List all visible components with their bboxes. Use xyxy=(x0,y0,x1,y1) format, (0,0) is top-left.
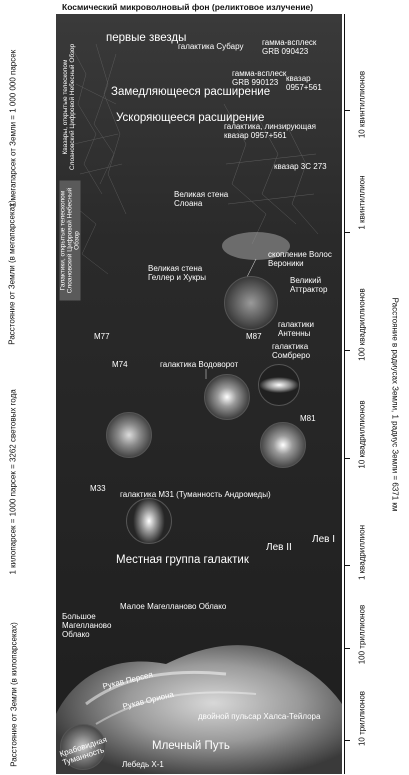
smc-label: Большое Магелланово Облако xyxy=(62,612,112,639)
lmc-label: Малое Магелланово Облако xyxy=(120,602,227,611)
right-tick xyxy=(344,458,350,459)
galaxy-inset-m81 xyxy=(260,422,306,468)
great-attractor-label: Великий Аттрактор xyxy=(290,276,328,294)
leo2-label: Лев II xyxy=(266,542,292,553)
right-tick xyxy=(344,350,350,351)
galaxy-inset-coma xyxy=(224,276,278,330)
right-tick-label: 100 триллионов xyxy=(357,604,367,665)
m77-label: M77 xyxy=(94,332,110,341)
m81-label: M81 xyxy=(300,414,316,423)
leo1-label: Лев I xyxy=(312,534,335,545)
orion-label: Рукав Ориона xyxy=(121,689,175,712)
left-scale-middle: Расстояние от Земли (в мегапарсеках) xyxy=(7,200,17,345)
m74-label: M74 xyxy=(112,360,128,369)
cyg-label: Лебедь X-1 xyxy=(122,760,164,769)
m87-label: M87 xyxy=(246,332,262,341)
galaxy-inset-whirlpool xyxy=(204,374,250,420)
quasar-3c273-label: квазар 3C 273 xyxy=(274,162,327,171)
sloan-wall-label: Великая стена Слоана xyxy=(174,190,229,208)
galaxy-inset-sombrero xyxy=(258,364,300,406)
milky-way-label: Млечный Путь xyxy=(152,740,230,752)
right-scale-units: Расстояние в радиусах Земли, 1 радиус Земли = 6371 км xyxy=(390,297,400,512)
left-scale-lower: 1 килопарсек = 1000 парсек = 3262 световых года xyxy=(8,389,18,575)
right-tick xyxy=(344,565,350,566)
subaru-label: галактика Субару xyxy=(178,42,244,51)
galaxy-inset-m31 xyxy=(126,498,172,544)
right-tick-label: 1 квадриллион xyxy=(357,524,367,581)
right-tick-label: 100 квадриллионов xyxy=(357,288,367,361)
grb-990123-label: гамма-всплеск GRB 990123 xyxy=(232,69,287,87)
left-scale-upper: 1 мегапарсек от Земли = 1 000 000 парсек xyxy=(8,49,18,208)
map-panel xyxy=(56,14,342,774)
antennae-label: галактики Антенны xyxy=(278,320,314,338)
galaxy-inset-m33 xyxy=(106,412,152,458)
quasar-0957-label: квазар 0957+561 xyxy=(286,74,322,92)
coma-label: скопление Волос Вероники xyxy=(268,250,332,268)
hulse-taylor-label: двойной пульсар Халса-Тейлора xyxy=(198,712,321,721)
accelerating-label: Ускоряющееся расширение xyxy=(116,112,265,124)
galaxy-survey-label: Галактики, открытые телескопом Слоановский Цифровой Небесный Обзор xyxy=(60,181,81,301)
right-tick-label: 10 квадриллионов xyxy=(357,400,367,469)
first-stars-label: первые звезды xyxy=(106,32,187,44)
right-axis-line xyxy=(344,14,345,774)
m33-label: M33 xyxy=(90,484,106,493)
right-tick-label: 10 триллионов xyxy=(357,690,367,747)
grb-090423-label: гамма-всплеск GRB 090423 xyxy=(262,38,317,56)
crab-label: Крабовидная Туманность xyxy=(58,734,109,768)
local-group-label: Местная группа галактик xyxy=(116,554,249,566)
right-tick xyxy=(344,648,350,649)
right-tick xyxy=(344,740,350,741)
m31-label: галактика M31 (Туманность Андромеды) xyxy=(120,490,271,499)
right-tick-label: 1 квинтиллион xyxy=(357,175,367,230)
lensing-label: галактика, линзирующая квазар 0957+561 xyxy=(224,122,317,140)
left-scale-bottom: Расстояние от Земли (в килопарсеках) xyxy=(9,622,19,767)
right-tick xyxy=(344,232,350,233)
sombrero-label: галактика Сомбреро xyxy=(272,342,311,360)
map-title: Космический микроволновый фон (реликтовое излучение) xyxy=(62,2,314,12)
decelerating-label: Замедляющееся расширение xyxy=(111,86,271,98)
geller-huchra-label: Великая стена Геллер и Хукры xyxy=(148,264,206,282)
whirlpool-label: галактика Водоворот xyxy=(160,360,239,369)
right-tick xyxy=(344,110,350,111)
quasar-survey-label: Квазары, открытые телескопом Слоановский Цифровой Небесный Обзор xyxy=(62,43,76,171)
right-tick-label: 10 квинтиллионов xyxy=(357,70,367,139)
perseus-label: Рукав Персея xyxy=(101,669,154,692)
